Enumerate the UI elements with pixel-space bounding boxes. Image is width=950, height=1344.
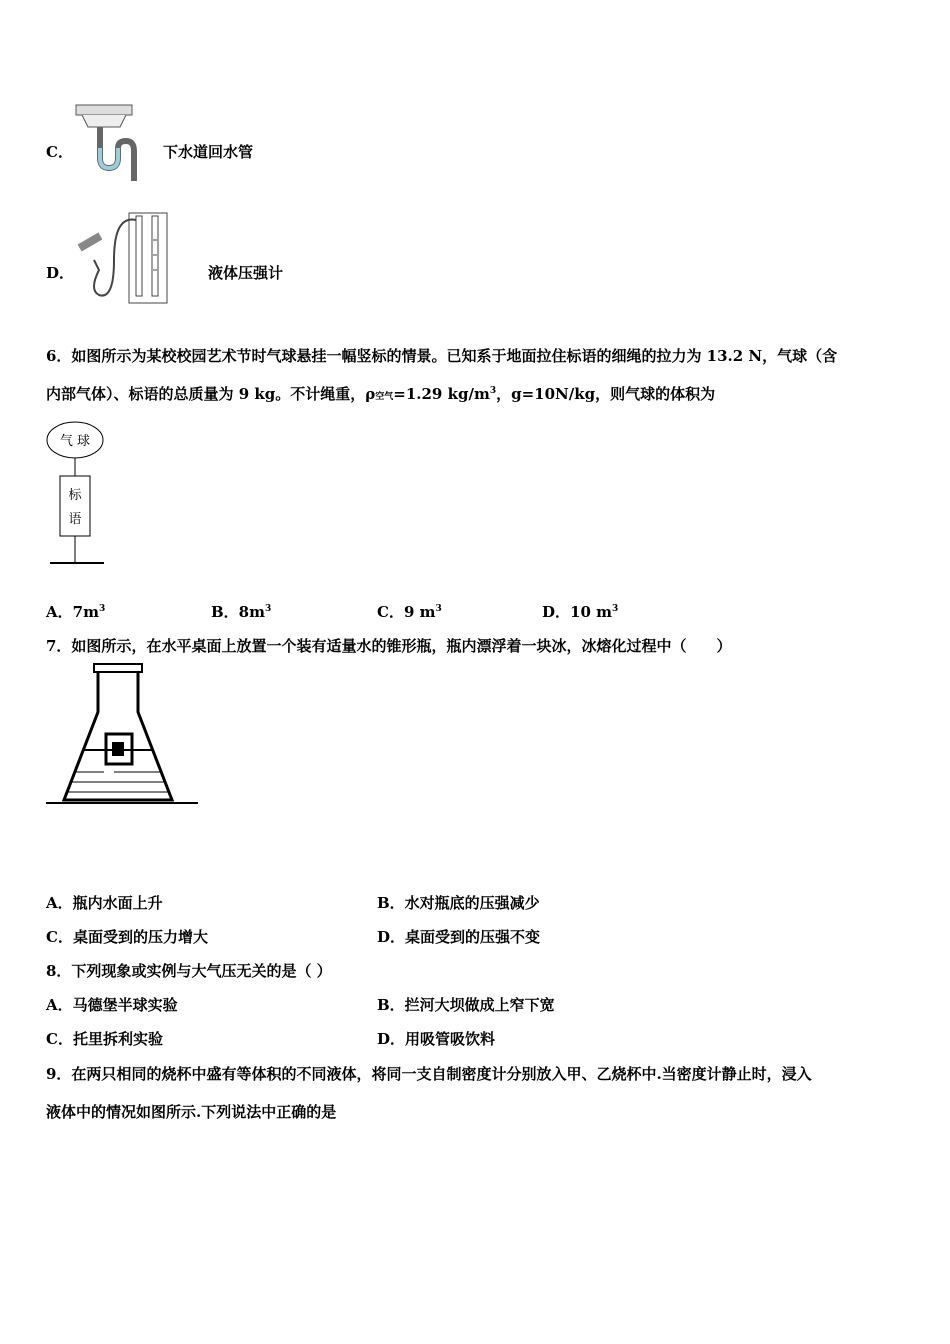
banner-label-1: 标 bbox=[68, 488, 82, 503]
q9-line1: 9．在两只相同的烧杯中盛有等体积的不同液体，将同一支自制密度计分别放入甲、乙烧杯中.当密度计静止时，浸入 bbox=[46, 1065, 812, 1083]
q8-option-a: A．马德堡半球实验 bbox=[46, 996, 178, 1014]
q6-line1: 6．如图所示为某校校园艺术节时气球悬挂一幅竖标的情景。已知系于地面拉住标语的细绳的拉力为 13.2 N，气球（含 bbox=[46, 347, 838, 365]
q6-option-b: B．$8m^3$ bbox=[211, 603, 272, 621]
q6-option-d: D．10 $m^3$ bbox=[542, 603, 619, 621]
banner-label-2: 语 bbox=[68, 512, 82, 527]
q9-line2: 液体中的情况如图所示.下列说法中正确的是 bbox=[46, 1103, 337, 1121]
q7-option-a: A．瓶内水面上升 bbox=[46, 894, 163, 912]
q7-stem: 7．如图所示，在水平桌面上放置一个装有适量水的锥形瓶，瓶内漂浮着一块冰，冰熔化过程中（ ） bbox=[46, 637, 732, 655]
q6-option-c: C．9 $m^3$ bbox=[377, 603, 442, 621]
q8-option-c: C．托里拆利实验 bbox=[46, 1030, 163, 1048]
q7-option-b: B．水对瓶底的压强减少 bbox=[377, 894, 540, 912]
option-c-text: 下水道回水管 bbox=[163, 143, 254, 161]
drain-pipe-figure bbox=[74, 103, 144, 183]
q8-stem: 8．下列现象或实例与大气压无关的是（ ） bbox=[46, 962, 332, 980]
balloon-label: 气 球 bbox=[59, 434, 91, 449]
q7-option-d: D．桌面受到的压强不变 bbox=[377, 928, 541, 946]
option-c-label: C． bbox=[46, 143, 73, 161]
balloon-banner-figure bbox=[44, 420, 108, 570]
flask-ice-figure bbox=[44, 662, 200, 812]
q8-option-b: B．拦河大坝做成上窄下宽 bbox=[377, 996, 555, 1014]
manometer-figure bbox=[74, 210, 174, 310]
q6-option-a: A．$7m^3$ bbox=[46, 603, 106, 621]
q8-option-d: D．用吸管吸饮料 bbox=[377, 1030, 496, 1048]
q7-option-c: C．桌面受到的压力增大 bbox=[46, 928, 208, 946]
q6-line2: 内部气体）、标语的总质量为 9 kg。不计绳重，ρ空气=1.29 $kg/m^3$，g=10N/kg，则气球的体积为 bbox=[46, 385, 716, 403]
option-d-text: 液体压强计 bbox=[208, 264, 284, 282]
option-d-label: D． bbox=[46, 264, 75, 282]
